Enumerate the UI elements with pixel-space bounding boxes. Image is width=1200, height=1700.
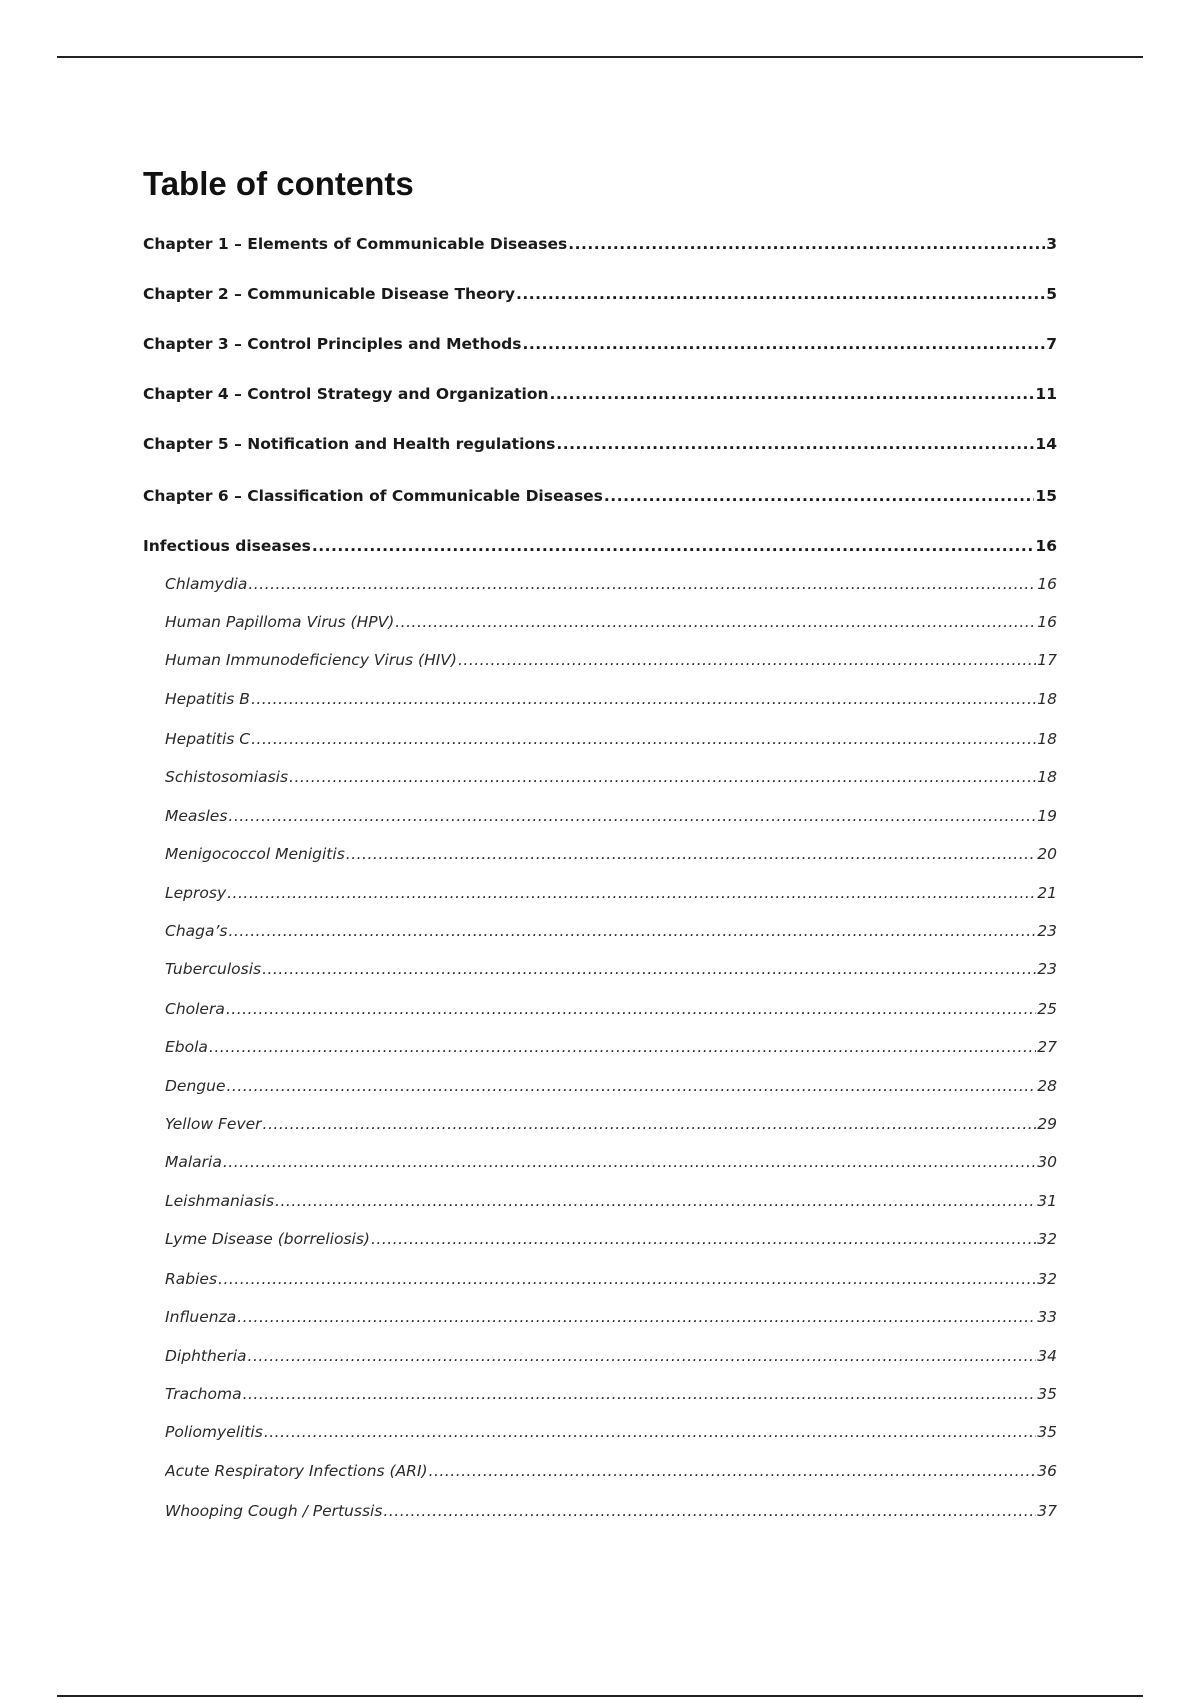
toc-entry-label: Cholera: [165, 1000, 225, 1018]
toc-subentry[interactable]: [165, 611, 1057, 633]
dot-leader: [228, 920, 1036, 942]
dot-leader: [263, 1113, 1037, 1135]
dot-leader: [522, 333, 1045, 355]
toc-entry-page: 3: [1046, 235, 1057, 253]
toc-entry-label: Leishmaniasis: [165, 1192, 275, 1210]
toc-entry-label: Leprosy: [165, 884, 227, 902]
table-of-contents: [143, 160, 1057, 1520]
toc-entry-chapter-4[interactable]: [143, 383, 1057, 405]
dot-leader: [227, 1075, 1037, 1097]
dot-leader: [346, 843, 1036, 865]
toc-entry-page: 16: [1035, 537, 1057, 555]
page-title: Table of contents: [143, 165, 414, 202]
dot-leader: [209, 1036, 1036, 1058]
dot-leader: [218, 1268, 1036, 1290]
toc-entry-page: 5: [1046, 285, 1057, 303]
toc-entry-page: 28: [1037, 1077, 1057, 1095]
footer-rule: [57, 1695, 1143, 1697]
toc-subentry[interactable]: [165, 728, 1057, 750]
dot-leader: [458, 649, 1036, 671]
dot-leader: [383, 1500, 1036, 1522]
toc-subentry[interactable]: [165, 805, 1057, 827]
toc-entry-label: Chaga’s: [165, 922, 228, 940]
toc-subentry[interactable]: [165, 1228, 1057, 1250]
toc-entry-label: Chapter 2 – Communicable Disease Theory: [143, 285, 515, 303]
toc-entry-page: 17: [1037, 651, 1057, 669]
toc-subentry[interactable]: [165, 1151, 1057, 1173]
toc-entry-chapter-5[interactable]: [143, 433, 1057, 455]
toc-entry-label: Yellow Fever: [165, 1115, 262, 1133]
toc-entry-label: Tuberculosis: [165, 960, 262, 978]
dot-leader: [550, 383, 1035, 405]
toc-entry-page: 16: [1037, 613, 1057, 631]
header-rule: [57, 56, 1143, 58]
toc-entry-page: 18: [1037, 730, 1057, 748]
dot-leader: [429, 1460, 1037, 1482]
toc-subentry[interactable]: [165, 843, 1057, 865]
toc-entry-page: 35: [1037, 1423, 1057, 1441]
toc-entry-label: Rabies: [165, 1270, 218, 1288]
dot-leader: [227, 882, 1036, 904]
toc-entry-label: Poliomyelitis: [165, 1423, 263, 1441]
toc-entry-page: 18: [1037, 768, 1057, 786]
dot-leader: [556, 433, 1034, 455]
toc-entry-chapter-1[interactable]: [143, 233, 1057, 255]
toc-entry-page: 19: [1037, 807, 1057, 825]
toc-entry-label: Menigococcol Menigitis: [165, 845, 345, 863]
toc-entry-label: Acute Respiratory Infections (ARI): [165, 1462, 428, 1480]
dot-leader: [275, 1190, 1036, 1212]
toc-entry-label: Infectious diseases: [143, 537, 311, 555]
toc-entry-infectious-diseases[interactable]: [143, 535, 1057, 557]
toc-subentry[interactable]: [165, 573, 1057, 595]
dot-leader: [395, 611, 1036, 633]
toc-entry-page: 7: [1046, 335, 1057, 353]
toc-subentry[interactable]: [165, 1036, 1057, 1058]
toc-entry-label: Hepatitis C: [165, 730, 251, 748]
toc-entry-label: Influenza: [165, 1308, 237, 1326]
toc-entry-label: Whooping Cough / Pertussis: [165, 1502, 383, 1520]
toc-entry-page: 15: [1035, 487, 1057, 505]
toc-subentry[interactable]: [165, 1306, 1057, 1328]
dot-leader: [243, 1383, 1037, 1405]
toc-subentry[interactable]: [165, 688, 1057, 710]
toc-entry-page: 20: [1037, 845, 1057, 863]
toc-subentry[interactable]: [165, 1460, 1057, 1482]
toc-entry-label: Diphtheria: [165, 1347, 247, 1365]
toc-entry-page: 27: [1037, 1038, 1057, 1056]
toc-entry-page: 35: [1037, 1385, 1057, 1403]
toc-entry-page: 25: [1037, 1000, 1057, 1018]
toc-subentry[interactable]: [165, 958, 1057, 980]
dot-leader: [226, 998, 1036, 1020]
toc-subentry[interactable]: [165, 649, 1057, 671]
toc-entry-label: Hepatitis B: [165, 690, 250, 708]
toc-subentry[interactable]: [165, 1075, 1057, 1097]
toc-entry-chapter-2[interactable]: [143, 283, 1057, 305]
toc-subentry[interactable]: [165, 1421, 1057, 1443]
toc-entry-label: Chapter 3 – Control Principles and Methods: [143, 335, 522, 353]
toc-entry-label: Chapter 1 – Elements of Communicable Diseases: [143, 235, 568, 253]
dot-leader: [262, 958, 1036, 980]
toc-subentry[interactable]: [165, 920, 1057, 942]
dot-leader: [228, 805, 1036, 827]
dot-leader: [604, 485, 1035, 507]
toc-subentry[interactable]: [165, 1113, 1057, 1135]
toc-entry-label: Chlamydia: [165, 575, 248, 593]
toc-entry-chapter-6[interactable]: [143, 485, 1057, 507]
toc-entry-page: 14: [1035, 435, 1057, 453]
dot-leader: [516, 283, 1045, 305]
toc-entry-page: 30: [1037, 1153, 1057, 1171]
toc-entry-page: 33: [1037, 1308, 1057, 1326]
dot-leader: [251, 688, 1036, 710]
dot-leader: [251, 728, 1036, 750]
toc-entry-label: Lyme Disease (borreliosis): [165, 1230, 370, 1248]
toc-entry-page: 23: [1037, 922, 1057, 940]
toc-entry-label: Chapter 6 – Classification of Communicable Diseases: [143, 487, 603, 505]
toc-subentry[interactable]: [165, 1190, 1057, 1212]
toc-entry-label: Ebola: [165, 1038, 208, 1056]
toc-entry-label: Chapter 5 – Notification and Health regulations: [143, 435, 556, 453]
dot-leader: [312, 535, 1035, 557]
toc-entry-page: 34: [1037, 1347, 1057, 1365]
toc-entry-page: 29: [1037, 1115, 1057, 1133]
dot-leader: [371, 1228, 1036, 1250]
dot-leader: [248, 573, 1036, 595]
toc-entry-page: 32: [1037, 1270, 1057, 1288]
toc-entry-page: 18: [1037, 690, 1057, 708]
toc-entry-chapter-3[interactable]: [143, 333, 1057, 355]
toc-entry-label: Trachoma: [165, 1385, 242, 1403]
dot-leader: [237, 1306, 1036, 1328]
dot-leader: [223, 1151, 1036, 1173]
toc-entry-page: 31: [1037, 1192, 1057, 1210]
toc-entry-page: 21: [1037, 884, 1057, 902]
toc-entry-label: Human Papilloma Virus (HPV): [165, 613, 395, 631]
toc-subentry[interactable]: [165, 1383, 1057, 1405]
dot-leader: [568, 233, 1045, 255]
toc-entry-label: Measles: [165, 807, 228, 825]
toc-entry-label: Schistosomiasis: [165, 768, 289, 786]
toc-entry-page: 36: [1037, 1462, 1057, 1480]
toc-entry-page: 37: [1037, 1502, 1057, 1520]
toc-entry-page: 32: [1037, 1230, 1057, 1248]
toc-entry-label: Malaria: [165, 1153, 222, 1171]
toc-entry-page: 11: [1035, 385, 1057, 403]
toc-subentry[interactable]: [165, 1268, 1057, 1290]
toc-entry-label: Chapter 4 – Control Strategy and Organization: [143, 385, 549, 403]
toc-entry-page: 16: [1037, 575, 1057, 593]
toc-entry-page: 23: [1037, 960, 1057, 978]
toc-subentry[interactable]: [165, 1500, 1057, 1522]
dot-leader: [264, 1421, 1036, 1443]
toc-entry-label: Human Immunodeficiency Virus (HIV): [165, 651, 457, 669]
toc-subentry[interactable]: [165, 766, 1057, 788]
dot-leader: [289, 766, 1036, 788]
dot-leader: [248, 1345, 1037, 1367]
toc-subentry[interactable]: [165, 882, 1057, 904]
toc-subentry[interactable]: [165, 1345, 1057, 1367]
toc-entry-label: Dengue: [165, 1077, 226, 1095]
toc-subentry[interactable]: [165, 998, 1057, 1020]
